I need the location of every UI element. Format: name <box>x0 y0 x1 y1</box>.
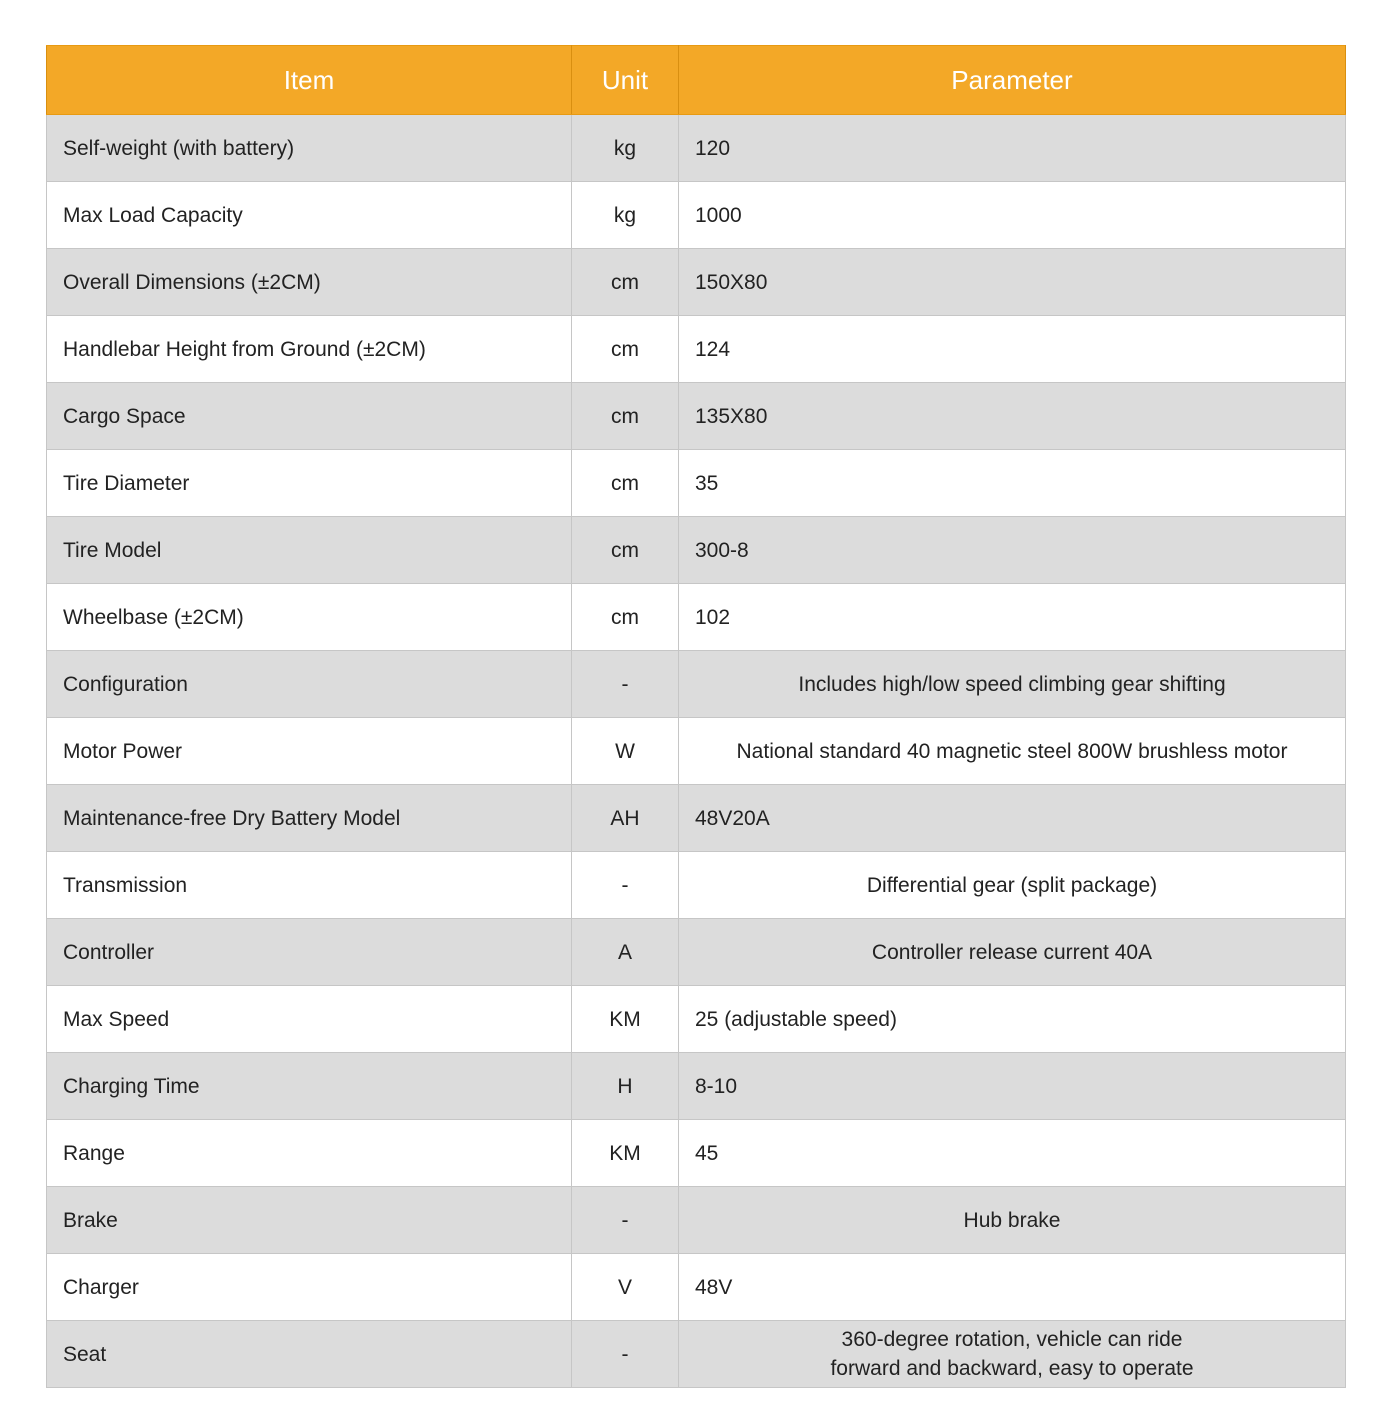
table-row <box>47 1053 1346 1120</box>
table-row <box>47 718 1346 785</box>
parameter-cell: 300-8 <box>679 517 1346 584</box>
table-row <box>47 182 1346 249</box>
unit-cell: H <box>572 1053 679 1120</box>
item-cell: Configuration <box>47 651 572 718</box>
table-row <box>47 316 1346 383</box>
parameter-line: 360-degree rotation, vehicle can ride <box>841 1328 1183 1351</box>
item-cell: Motor Power <box>47 718 572 785</box>
header-parameter: Parameter <box>679 46 1346 115</box>
parameter-line: forward and backward, easy to operate <box>830 1357 1194 1380</box>
parameter-cell: 150X80 <box>679 249 1346 316</box>
header-row <box>47 46 1346 115</box>
parameter-cell: 135X80 <box>679 383 1346 450</box>
table-row <box>47 852 1346 919</box>
table-row <box>47 785 1346 852</box>
unit-cell: A <box>572 919 679 986</box>
parameter-cell: Differential gear (split package) <box>679 852 1346 919</box>
item-cell: Cargo Space <box>47 383 572 450</box>
table-header <box>47 46 1346 115</box>
table-row <box>47 115 1346 182</box>
parameter-cell: Includes high/low speed climbing gear shifting <box>679 651 1346 718</box>
unit-cell: KM <box>572 1120 679 1187</box>
item-cell: Max Load Capacity <box>47 182 572 249</box>
unit-cell: kg <box>572 182 679 249</box>
unit-cell: - <box>572 1321 679 1388</box>
parameter-cell: Controller release current 40A <box>679 919 1346 986</box>
parameter-cell: 35 <box>679 450 1346 517</box>
item-cell: Overall Dimensions (±2CM) <box>47 249 572 316</box>
parameter-cell: 8-10 <box>679 1053 1346 1120</box>
table-row <box>47 986 1346 1053</box>
item-cell: Tire Model <box>47 517 572 584</box>
table-row <box>47 249 1346 316</box>
table-row <box>47 383 1346 450</box>
item-cell: Maintenance-free Dry Battery Model <box>47 785 572 852</box>
parameter-cell: 102 <box>679 584 1346 651</box>
table-row <box>47 450 1346 517</box>
header-unit: Unit <box>572 46 679 115</box>
unit-cell: - <box>572 1187 679 1254</box>
item-cell: Wheelbase (±2CM) <box>47 584 572 651</box>
parameter-cell: 1000 <box>679 182 1346 249</box>
parameter-cell <box>679 1321 1346 1388</box>
unit-cell: V <box>572 1254 679 1321</box>
table-row <box>47 1321 1346 1388</box>
unit-cell: W <box>572 718 679 785</box>
table-row <box>47 517 1346 584</box>
table-row <box>47 651 1346 718</box>
parameter-cell: National standard 40 magnetic steel 800W brushless motor <box>679 718 1346 785</box>
unit-cell: - <box>572 852 679 919</box>
parameter-cell: 25 (adjustable speed) <box>679 986 1346 1053</box>
item-cell: Tire Diameter <box>47 450 572 517</box>
unit-cell: - <box>572 651 679 718</box>
item-cell: Transmission <box>47 852 572 919</box>
item-cell: Charger <box>47 1254 572 1321</box>
item-cell: Range <box>47 1120 572 1187</box>
item-cell: Seat <box>47 1321 572 1388</box>
item-cell: Self-weight (with battery) <box>47 115 572 182</box>
parameter-cell: 48V20A <box>679 785 1346 852</box>
item-cell: Max Speed <box>47 986 572 1053</box>
spec-table <box>46 45 1346 1388</box>
table-row <box>47 1187 1346 1254</box>
item-cell: Handlebar Height from Ground (±2CM) <box>47 316 572 383</box>
header-item: Item <box>47 46 572 115</box>
parameter-cell: 124 <box>679 316 1346 383</box>
table-row <box>47 1254 1346 1321</box>
parameter-cell: 48V <box>679 1254 1346 1321</box>
unit-cell: cm <box>572 249 679 316</box>
parameter-cell: 120 <box>679 115 1346 182</box>
unit-cell: cm <box>572 383 679 450</box>
unit-cell: KM <box>572 986 679 1053</box>
unit-cell: cm <box>572 316 679 383</box>
item-cell: Brake <box>47 1187 572 1254</box>
parameter-cell: Hub brake <box>679 1187 1346 1254</box>
table-row <box>47 1120 1346 1187</box>
table-row <box>47 584 1346 651</box>
table-row <box>47 919 1346 986</box>
parameter-cell: 45 <box>679 1120 1346 1187</box>
unit-cell: cm <box>572 517 679 584</box>
item-cell: Controller <box>47 919 572 986</box>
unit-cell: cm <box>572 584 679 651</box>
table-body <box>47 115 1346 1388</box>
unit-cell: cm <box>572 450 679 517</box>
item-cell: Charging Time <box>47 1053 572 1120</box>
unit-cell: kg <box>572 115 679 182</box>
unit-cell: AH <box>572 785 679 852</box>
